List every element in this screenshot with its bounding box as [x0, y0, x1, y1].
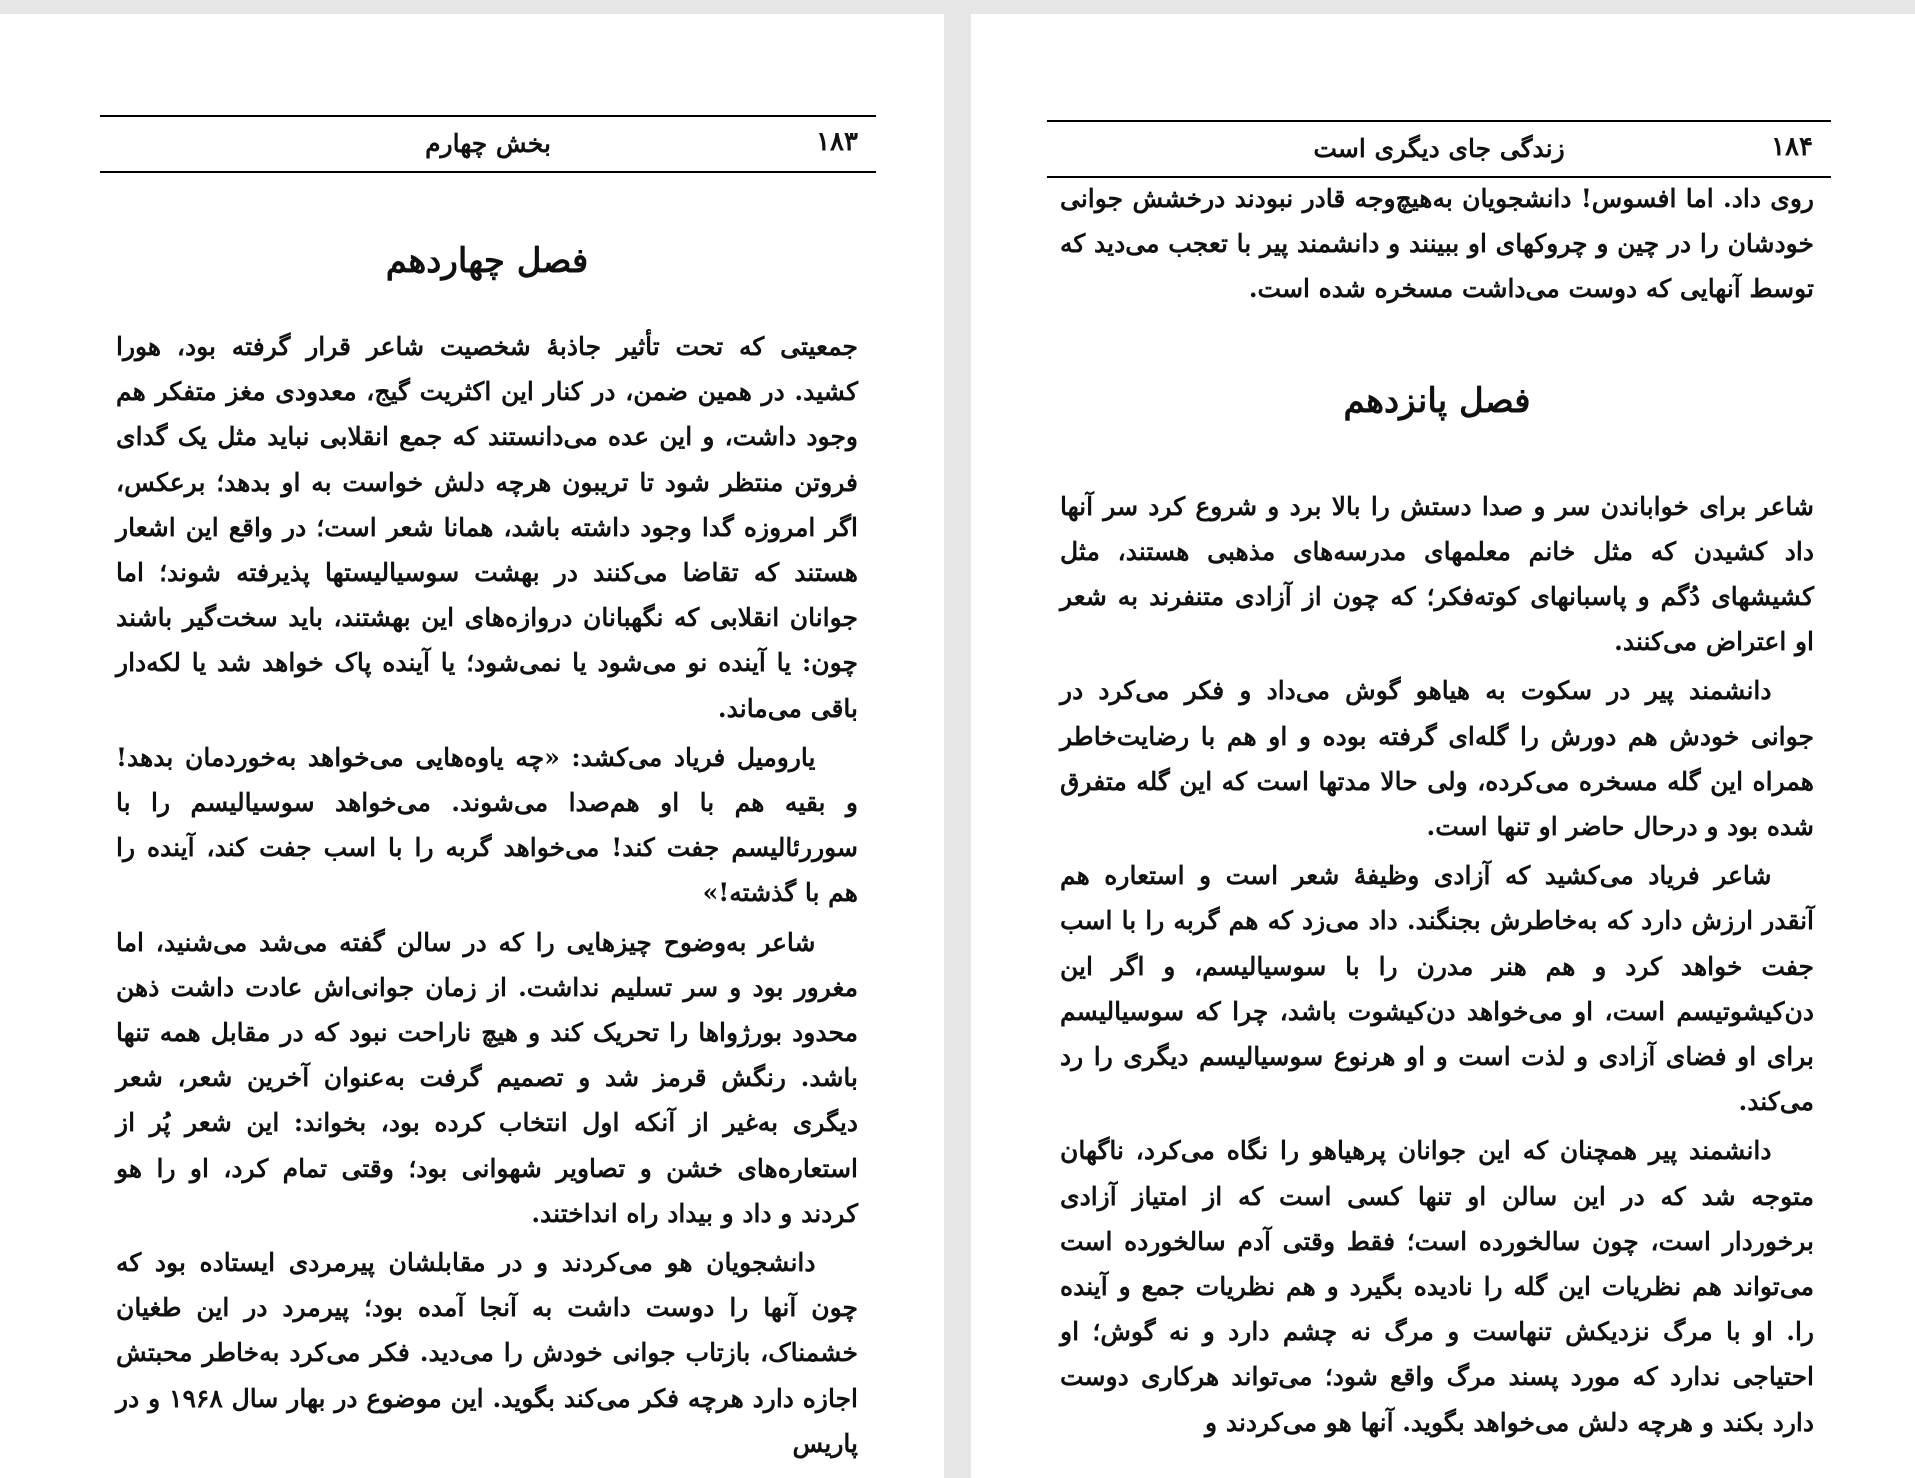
page-number: ۱۸۴: [1771, 132, 1813, 162]
paragraph: شاعر فریاد می‌کشید که آزادی وظیفهٔ شعر است و استعاره هم آنقدر ارزش دارد که به‌خاطرش بجنگند. داد می‌زد که هم گربه را با اسب جفت خواهد کرد و هم هنر مدرن را با سوسیالیسم، و اگر این دن‌کیشوتیسم است، او می‌خواهد دن‌کیشوت باشد، چرا که سوسیالیسم برای او فضای آزادی و لذت است و او هرنوع سوسیالیسم دیگری را رد می‌کند.: [1060, 861, 1814, 1117]
right-page: [971, 14, 1915, 1478]
paragraph: شاعر به‌وضوح چیزهایی را که در سالن گفته می‌شد می‌شنید، اما مغرور بود و سر تسلیم نداشت. از زمان جوانی‌اش عادت داشت ذهن محدود بورژواها را تحریک کند و هیچ ناراحت نبود که در مقابل همه تنها باشد. رنگش قرمز شد و تصمیم گرفت به‌عنوان آخرین شعر، شعر دیگری به‌غیر از آنکه اول انتخاب کرده بود، بخواند: این شعر پُر از استعاره‌های خشن و تصاویر شهوانی بود؛ وقتی تمام کرد، او را هو کردند و داد و بیداد راه انداختند.: [116, 927, 858, 1228]
chapter-title: فصل پانزدهم: [1343, 380, 1531, 421]
page-text: [1060, 176, 1814, 1449]
chapter-title: فصل چهاردهم: [385, 241, 589, 281]
running-head: زندگی جای دیگری است: [1313, 134, 1565, 163]
paragraph: دانشجویان هو می‌کردند و در مقابلشان پیرمردی ایستاده بود که چون آنها را دوست داشت به آنجا آمده بود؛ پیرمرد در این طغیان خشمناک، بازتاب جوانی خودش را می‌دید. فکر می‌کرد به‌خاطر محبتش اجازه دارد هرچه فکر می‌کند بگوید. این موضوع در بهار سال ۱۹۶۸ و در پاریس: [116, 1248, 858, 1458]
page-text: [116, 220, 858, 1470]
paragraph: دانشمند پیر همچنان که این جوانان پرهیاهو را نگاه می‌کرد، ناگهان متوجه شد که در این سالن او تنها کسی است که از امتیاز آزادی برخوردار است، چون سالخورده است؛ فقط وقتی آدم سالخورده است می‌تواند هم نظریات این گله را نادیده بگیرد و هم نظریات جمع و آینده را. او با مرگ نزدیکش تنهاست و مرگ نه چشم دارد و نه گوش؛ او احتیاجی ندارد که مورد پسند مرگ واقع شود؛ می‌تواند هرکاری دوست دارد بکند و هرچه دلش می‌خواهد بگوید. آنها هو می‌کردند و: [1060, 1136, 1814, 1437]
page-header: [100, 115, 876, 173]
paragraph: یارومیل فریاد می‌کشد: «چه یاوه‌هایی می‌خواهد به‌خوردمان بدهد! و بقیه هم با او هم‌صدا می‌شوند. می‌خواهد سوسیالیسم را با سوررئالیسم جفت کند! می‌خواهد گربه را با اسب جفت کند، آینده را هم با گذشته!»: [116, 742, 858, 908]
paragraph: روی داد. اما افسوس! دانشجویان به‌هیچ‌وجه قادر نبودند درخشش جوانی خودشان را در چین و چروکهای او ببینند و دانشمند پیر با تعجب می‌دید که توسط آنهایی که دوست می‌داشت مسخره شده است.: [1060, 184, 1814, 304]
left-page: [0, 14, 944, 1478]
paragraph: جمعیتی که تحت تأثیر جاذبهٔ شخصیت شاعر قرار گرفته بود، هورا کشید. در همین ضمن، در کنار این اکثریت گیج، معدودی مغز متفکر هم وجود داشت، و این عده می‌دانستند که جمع انقلابی نباید مثل یک گدای فروتن منتظر شود تا تریبون هرچه دلش خواست به او بدهد؛ برعکس، اگر امروزه گدا وجود داشته باشد، همانا شعر است؛ در واقع این اشعار هستند که تقاضا می‌کنند در بهشت سوسیالیستها پذیرفته شوند؛ اما جوانان انقلابی که نگهبانان دروازه‌های این بهشتند، باید سخت‌گیر باشند چون: یا آینده نو می‌شود یا نمی‌شود؛ یا آینده پاک خواهد شد یا لکه‌دار باقی می‌ماند.: [116, 332, 858, 723]
paragraph: شاعر برای خواباندن سر و صدا دستش را بالا برد و شروع کرد سر آنها داد کشیدن که مثل خانم معلمهای مدرسه‌های مذهبی هستند، مثل کشیشهای دُگم و پاسبانهای کوته‌فکر؛ که چون از آزادی متنفرند به شعر او اعتراض می‌کنند.: [1060, 491, 1814, 657]
paragraph: دانشمند پیر در سکوت به هیاهو گوش می‌داد و فکر می‌کرد در جوانی خودش هم دورش را گله‌ای گرفته بوده و او هم با رضایت‌خاطر همراه این گله مسخره می‌کرده، ولی حالا مدتها است که این گله متفرق شده بود و درحال حاضر او تنها است.: [1060, 676, 1814, 842]
page-header: [1047, 120, 1831, 178]
page-number: ۱۸۳: [816, 127, 858, 157]
running-head: بخش چهارم: [425, 129, 551, 158]
